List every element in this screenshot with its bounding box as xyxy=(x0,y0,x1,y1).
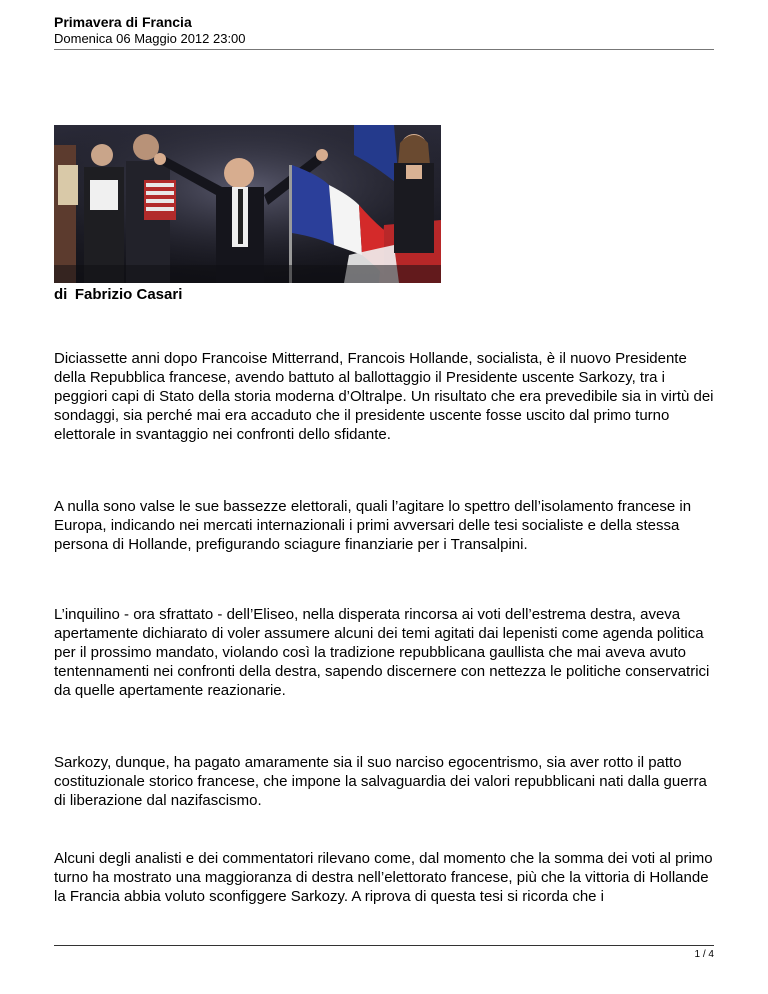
article-photo xyxy=(54,125,441,283)
article-date: Domenica 06 Maggio 2012 23:00 xyxy=(54,31,246,46)
article-title: Primavera di Francia xyxy=(54,14,192,30)
paragraph-1: Diciassette anni dopo Francoise Mitterrand, Francois Hollande, socialista, è il nuovo Presidente della Repubblica francese, avendo battuto al ballottaggio il Presidente uscente Sarkozy, tra i peggiori capi di Stato della storia moderna d’Oltralpe. Un risultato che era prevedibile sia in virtù dei sondaggi, sia perché mai era accaduto che il presidente uscente fosse uscito dal primo turno elettorale in svantaggio nei confronti dello sfidante. xyxy=(54,350,714,443)
header-divider xyxy=(54,49,714,50)
footer-divider xyxy=(54,945,714,946)
paragraph-2: A nulla sono valse le sue bassezze elettorali, quali l’agitare lo spettro dell’isolamento francese in Europa, indicando nei mercati internazionali i primi avversari delle tesi socialiste e della stessa persona di Hollande, prefigurando sciagure finanziarie per i Transalpini. xyxy=(54,498,692,553)
paragraph-4: Sarkozy, dunque, ha pagato amaramente sia il suo narciso egocentrismo, sia aver rotto il patto costituzionale storico francese, che impone la salvaguardia dei valori repubblicani nati dalla guerra di liberazione dal nazifascismo. xyxy=(54,754,707,809)
author-byline: di Fabrizio Casari xyxy=(54,286,183,303)
paragraph-5: Alcuni degli analisti e dei commentatori rilevano come, dal momento che la somma dei voti al primo turno ha mostrato una maggioranza di destra nell’elettorato francese, più che la vittoria di Hollande la Francia abbia voluto sconfiggere Sarkozy. A riprova di questa tesi si ricorda che i xyxy=(54,850,713,905)
paragraph-3: L’inquilino - ora sfrattato - dell’Eliseo, nella disperata rincorsa ai voti dell’estrema destra, aveva apertamente dichiarato di voler assumere alcuni dei temi agitati dai lepenisti come agenda politica per il prossimo mandato, violando così la tradizione repubblicana gaullista che mai aveva avuto tentennamenti nei confronti della destra, sapendo discernere con nettezza le politiche conservatrici da quelle apertamente reazionarie. xyxy=(54,606,710,699)
page-header xyxy=(54,14,714,47)
page-number: 1 / 4 xyxy=(694,949,714,960)
